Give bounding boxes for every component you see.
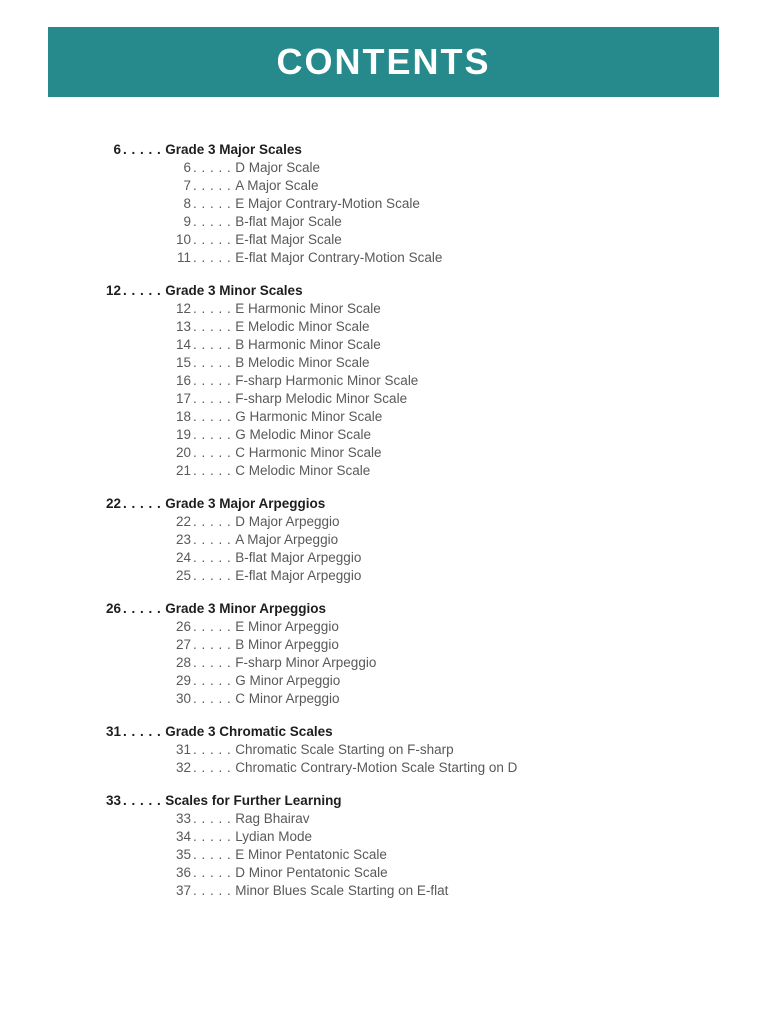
section-title: Grade 3 Minor Scales xyxy=(165,283,303,298)
entry-title: D Major Arpeggio xyxy=(235,514,340,529)
dot-leader: . . . . . xyxy=(123,283,162,298)
entry-title: F-sharp Harmonic Minor Scale xyxy=(235,373,419,388)
toc-entry[interactable] xyxy=(125,654,749,672)
dot-leader: . . . . . xyxy=(193,250,232,265)
entry-page-number: 23 xyxy=(175,532,191,547)
dot-leader: . . . . . xyxy=(193,373,232,388)
toc-entry[interactable] xyxy=(125,618,749,636)
toc-section-header[interactable] xyxy=(55,600,749,618)
toc-entry[interactable] xyxy=(125,882,749,900)
dot-leader: . . . . . xyxy=(193,355,232,370)
toc-entry[interactable] xyxy=(125,846,749,864)
dot-leader: . . . . . xyxy=(193,445,232,460)
dot-leader: . . . . . xyxy=(193,619,232,634)
toc-section xyxy=(55,723,749,777)
table-of-contents xyxy=(55,141,749,915)
toc-entry[interactable] xyxy=(125,213,749,231)
entry-page-number: 17 xyxy=(175,391,191,406)
dot-leader: . . . . . xyxy=(193,232,232,247)
toc-entry[interactable] xyxy=(125,690,749,708)
entry-page-number: 22 xyxy=(175,514,191,529)
dot-leader: . . . . . xyxy=(193,463,232,478)
entry-page-number: 19 xyxy=(175,427,191,442)
section-page-number: 33 xyxy=(105,793,121,808)
entry-page-number: 14 xyxy=(175,337,191,352)
entry-page-number: 36 xyxy=(175,865,191,880)
entry-page-number: 15 xyxy=(175,355,191,370)
toc-entry[interactable] xyxy=(125,390,749,408)
toc-entry[interactable] xyxy=(125,177,749,195)
dot-leader: . . . . . xyxy=(123,793,162,808)
toc-section xyxy=(55,600,749,708)
section-page-number: 31 xyxy=(105,724,121,739)
section-page-number: 22 xyxy=(105,496,121,511)
entry-title: F-sharp Minor Arpeggio xyxy=(235,655,377,670)
toc-section-items xyxy=(55,618,749,708)
entry-title: E-flat Major Arpeggio xyxy=(235,568,362,583)
toc-section-items xyxy=(55,810,749,900)
entry-page-number: 33 xyxy=(175,811,191,826)
entry-title: E Minor Pentatonic Scale xyxy=(235,847,387,862)
toc-entry[interactable] xyxy=(125,672,749,690)
dot-leader: . . . . . xyxy=(193,655,232,670)
entry-page-number: 27 xyxy=(175,637,191,652)
toc-section-items xyxy=(55,159,749,267)
toc-entry[interactable] xyxy=(125,300,749,318)
entry-title: G Minor Arpeggio xyxy=(235,673,341,688)
toc-section-header[interactable] xyxy=(55,792,749,810)
toc-entry[interactable] xyxy=(125,549,749,567)
entry-page-number: 11 xyxy=(176,250,191,265)
entry-title: D Minor Pentatonic Scale xyxy=(235,865,388,880)
dot-leader: . . . . . xyxy=(193,391,232,406)
section-page-number: 12 xyxy=(105,283,121,298)
entry-page-number: 7 xyxy=(183,178,191,193)
toc-entry[interactable] xyxy=(125,636,749,654)
entry-page-number: 31 xyxy=(175,742,191,757)
entry-title: A Major Scale xyxy=(235,178,319,193)
toc-section xyxy=(55,495,749,585)
toc-section xyxy=(55,792,749,900)
dot-leader: . . . . . xyxy=(193,196,232,211)
dot-leader: . . . . . xyxy=(193,691,232,706)
entry-title: D Major Scale xyxy=(235,160,321,175)
section-title: Grade 3 Major Arpeggios xyxy=(165,496,326,511)
dot-leader: . . . . . xyxy=(123,724,162,739)
dot-leader: . . . . . xyxy=(193,214,232,229)
entry-title: E Harmonic Minor Scale xyxy=(235,301,381,316)
toc-entry[interactable] xyxy=(125,159,749,177)
toc-entry[interactable] xyxy=(125,462,749,480)
toc-entry[interactable] xyxy=(125,231,749,249)
entry-page-number: 24 xyxy=(175,550,191,565)
dot-leader: . . . . . xyxy=(123,142,162,157)
toc-entry[interactable] xyxy=(125,531,749,549)
dot-leader: . . . . . xyxy=(193,829,232,844)
entry-title: B-flat Major Arpeggio xyxy=(235,550,362,565)
toc-entry[interactable] xyxy=(125,336,749,354)
entry-page-number: 10 xyxy=(175,232,191,247)
dot-leader: . . . . . xyxy=(193,514,232,529)
dot-leader: . . . . . xyxy=(123,496,162,511)
dot-leader: . . . . . xyxy=(193,811,232,826)
entry-title: E Minor Arpeggio xyxy=(235,619,339,634)
entry-title: G Melodic Minor Scale xyxy=(235,427,372,442)
entry-page-number: 29 xyxy=(175,673,191,688)
dot-leader: . . . . . xyxy=(193,532,232,547)
toc-section-header[interactable] xyxy=(55,141,749,159)
entry-page-number: 28 xyxy=(175,655,191,670)
entry-title: E Major Contrary-Motion Scale xyxy=(235,196,420,211)
toc-section xyxy=(55,282,749,480)
entry-title: Minor Blues Scale Starting on E-flat xyxy=(235,883,449,898)
dot-leader: . . . . . xyxy=(193,550,232,565)
entry-page-number: 20 xyxy=(175,445,191,460)
entry-title: B Harmonic Minor Scale xyxy=(235,337,381,352)
section-page-number: 26 xyxy=(105,601,121,616)
dot-leader: . . . . . xyxy=(123,601,162,616)
toc-entry[interactable] xyxy=(125,864,749,882)
entry-page-number: 35 xyxy=(175,847,191,862)
entry-title: E-flat Major Contrary-Motion Scale xyxy=(235,250,443,265)
entry-page-number: 21 xyxy=(175,463,191,478)
entry-title: C Melodic Minor Scale xyxy=(235,463,371,478)
dot-leader: . . . . . xyxy=(193,847,232,862)
dot-leader: . . . . . xyxy=(193,301,232,316)
entry-title: G Harmonic Minor Scale xyxy=(235,409,383,424)
toc-entry[interactable] xyxy=(125,759,749,777)
toc-section-header[interactable] xyxy=(55,282,749,300)
entry-page-number: 12 xyxy=(175,301,191,316)
entry-page-number: 34 xyxy=(175,829,191,844)
section-title: Grade 3 Major Scales xyxy=(165,142,302,157)
dot-leader: . . . . . xyxy=(193,760,232,775)
toc-entry[interactable] xyxy=(125,513,749,531)
toc-section-header[interactable] xyxy=(55,495,749,513)
toc-entry[interactable] xyxy=(125,426,749,444)
dot-leader: . . . . . xyxy=(193,883,232,898)
toc-section-header[interactable] xyxy=(55,723,749,741)
section-title: Grade 3 Chromatic Scales xyxy=(165,724,333,739)
dot-leader: . . . . . xyxy=(193,673,232,688)
toc-entry[interactable] xyxy=(125,567,749,585)
entry-title: Rag Bhairav xyxy=(235,811,310,826)
toc-entry[interactable] xyxy=(125,249,749,267)
toc-entry[interactable] xyxy=(125,444,749,462)
toc-entry[interactable] xyxy=(125,372,749,390)
dot-leader: . . . . . xyxy=(193,742,232,757)
toc-entry[interactable] xyxy=(125,318,749,336)
dot-leader: . . . . . xyxy=(193,865,232,880)
toc-entry[interactable] xyxy=(125,828,749,846)
entry-page-number: 13 xyxy=(175,319,191,334)
toc-section xyxy=(55,141,749,267)
entry-title: A Major Arpeggio xyxy=(235,532,339,547)
section-title: Grade 3 Minor Arpeggios xyxy=(165,601,327,616)
entry-page-number: 26 xyxy=(175,619,191,634)
entry-page-number: 18 xyxy=(175,409,191,424)
dot-leader: . . . . . xyxy=(193,637,232,652)
entry-page-number: 8 xyxy=(183,196,191,211)
entry-title: C Minor Arpeggio xyxy=(235,691,340,706)
entry-title: Chromatic Scale Starting on F-sharp xyxy=(235,742,454,757)
toc-section-items xyxy=(55,513,749,585)
dot-leader: . . . . . xyxy=(193,337,232,352)
entry-page-number: 16 xyxy=(175,373,191,388)
entry-title: B Melodic Minor Scale xyxy=(235,355,370,370)
entry-page-number: 6 xyxy=(183,160,191,175)
dot-leader: . . . . . xyxy=(193,160,232,175)
entry-title: Chromatic Contrary-Motion Scale Starting on D xyxy=(235,760,518,775)
entry-page-number: 9 xyxy=(183,214,191,229)
page-title: CONTENTS xyxy=(276,41,491,82)
toc-entry[interactable] xyxy=(125,354,749,372)
toc-entry[interactable] xyxy=(125,408,749,426)
toc-entry[interactable] xyxy=(125,810,749,828)
entry-title: C Harmonic Minor Scale xyxy=(235,445,382,460)
toc-entry[interactable] xyxy=(125,741,749,759)
toc-section-items xyxy=(55,741,749,777)
dot-leader: . . . . . xyxy=(193,319,232,334)
entry-title: E Melodic Minor Scale xyxy=(235,319,370,334)
section-title: Scales for Further Learning xyxy=(165,793,342,808)
dot-leader: . . . . . xyxy=(193,178,232,193)
entry-title: B-flat Major Scale xyxy=(235,214,342,229)
dot-leader: . . . . . xyxy=(193,568,232,583)
section-page-number: 6 xyxy=(113,142,121,157)
entry-page-number: 37 xyxy=(175,883,191,898)
entry-page-number: 25 xyxy=(175,568,191,583)
entry-page-number: 30 xyxy=(175,691,191,706)
entry-title: Lydian Mode xyxy=(235,829,313,844)
toc-entry[interactable] xyxy=(125,195,749,213)
dot-leader: . . . . . xyxy=(193,409,232,424)
entry-title: F-sharp Melodic Minor Scale xyxy=(235,391,408,406)
entry-page-number: 32 xyxy=(175,760,191,775)
dot-leader: . . . . . xyxy=(193,427,232,442)
entry-title: E-flat Major Scale xyxy=(235,232,342,247)
entry-title: B Minor Arpeggio xyxy=(235,637,339,652)
contents-banner xyxy=(48,27,719,97)
toc-section-items xyxy=(55,300,749,480)
